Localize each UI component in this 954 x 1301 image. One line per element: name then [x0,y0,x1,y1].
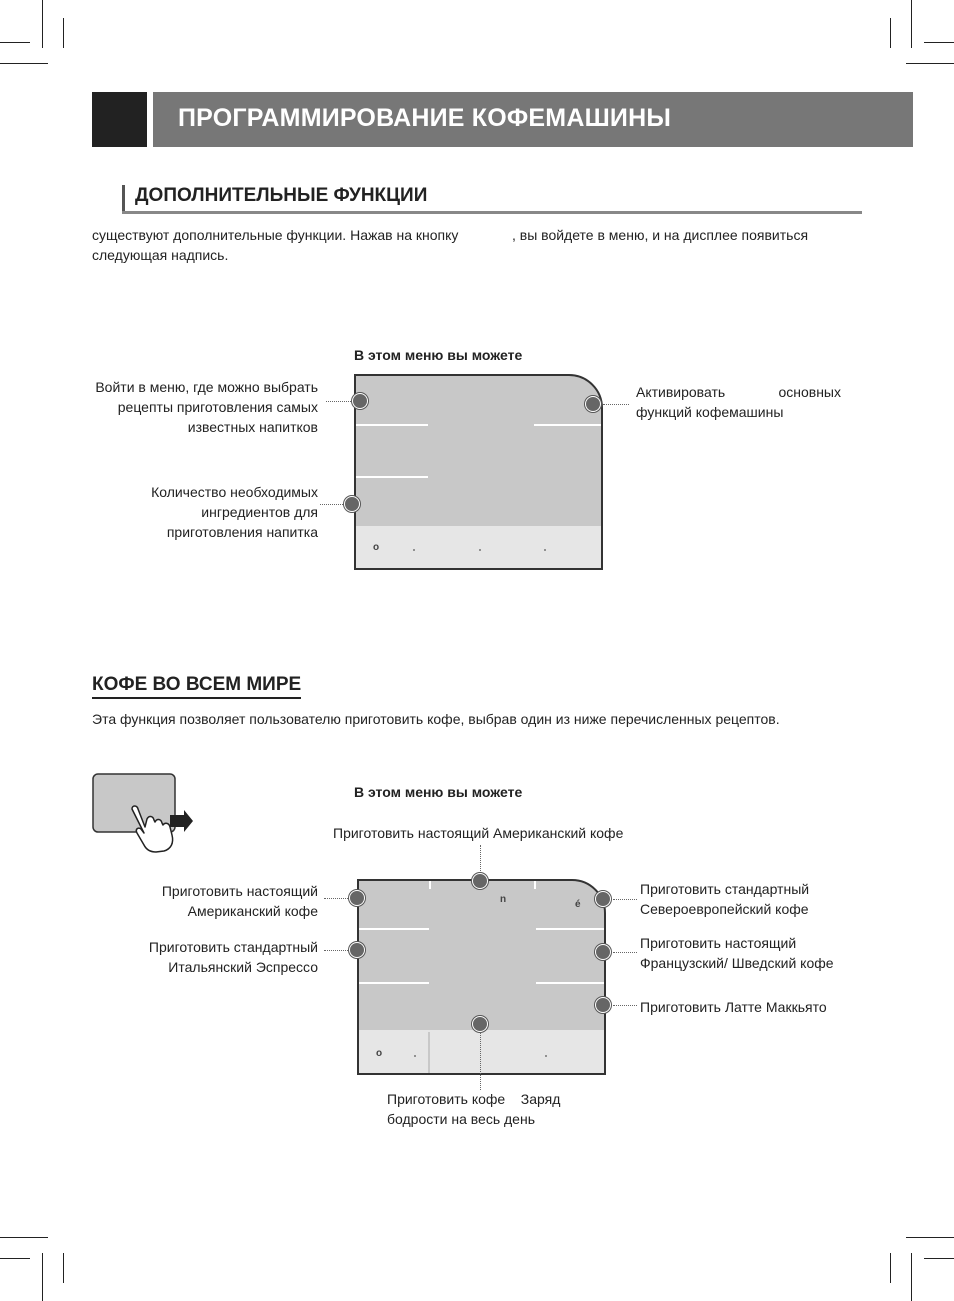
callout-marker [349,942,365,958]
display-speck [545,1055,547,1057]
callout-right-nordic [640,879,809,919]
callout-line: ингредиентов для [201,504,318,520]
callout-line: Североевропейский кофе [640,901,809,917]
header-page-block [92,92,147,147]
callout-bottom-energy [387,1089,560,1129]
leader-line [480,1032,481,1090]
display-divider [536,928,606,930]
page-title: ПРОГРАММИРОВАНИЕ КОФЕМАШИНЫ [178,104,671,132]
callout-marker [595,944,611,960]
display-speck [479,549,481,551]
callout-recipes [60,377,318,437]
callout-line: приготовления напитка [166,524,318,540]
callout-line: функций кофемашины [636,404,784,420]
display-divider [356,424,428,426]
intro-text-right: , вы войдете в меню, и на дисплее появиться [512,227,809,243]
crop-mark [42,1253,43,1301]
callout-line: Приготовить стандартный [148,939,318,955]
callout-right-french [640,933,834,973]
display-divider [534,881,536,889]
crop-mark [0,1237,48,1238]
crop-mark [63,1253,64,1283]
callout-left-espresso [60,937,318,977]
display-mark-o: o [376,1048,383,1059]
crop-mark [924,1258,954,1259]
display-screen [354,374,603,570]
crop-mark [42,0,43,48]
callout-marker [472,1016,488,1032]
callout-activate [636,382,841,422]
callout-marker [595,997,611,1013]
callout-marker [472,873,488,889]
leader-line [320,504,345,505]
display-divider [356,476,428,478]
callout-marker [595,891,611,907]
callout-marker [344,496,360,512]
leader-line [324,898,350,899]
callout-line: Итальянский Эспрессо [168,959,318,975]
callout-line: Приготовить настоящий [161,883,318,899]
display-status-bar [356,526,601,568]
display-speck [414,1055,416,1057]
display-mark-e: é [575,899,581,910]
crop-mark [911,0,912,48]
crop-mark [63,18,64,48]
section-title: ДОПОЛНИТЕЛЬНЫЕ ФУНКЦИИ [135,185,428,206]
callout-line: Приготовить стандартный [640,881,810,897]
crop-mark [0,42,30,43]
display-divider [359,982,429,984]
crop-mark [890,18,891,48]
touch-button-icon [92,773,200,853]
leader-line [613,952,637,953]
display-divider [428,1032,430,1075]
leader-line [603,404,629,405]
display-divider [359,928,429,930]
callout-left-americano [60,881,318,921]
leader-line [613,899,637,900]
callout-line: известных напитков [187,419,318,435]
leader-line [326,401,353,402]
crop-mark [0,63,48,64]
display-divider [429,881,431,889]
callout-line: Американский кофе [187,903,318,919]
leader-line [324,950,350,951]
section-description: Эта функция позволяет пользователю приготовить кофе, выбрав один из ниже перечисленных рецептов. [92,711,780,727]
crop-mark [890,1253,891,1283]
callout-ingredients [60,482,318,542]
crop-mark [924,42,954,43]
callout-line: Приготовить настоящий [640,935,797,951]
crop-mark [0,1258,30,1259]
callout-line: Активировать основных [636,384,841,400]
crop-mark [906,1237,954,1238]
intro-text-left: существуют дополнительные функции. Нажав на кнопку [92,227,459,243]
callout-line: бодрости на весь день [387,1111,535,1127]
callout-top-americano: Приготовить настоящий Американский кофе [333,825,624,841]
callout-line: рецепты приготовления самых [117,399,318,415]
display-status-bar [359,1030,604,1073]
section-underline [122,211,862,214]
display-divider [534,424,603,426]
callout-line: Французский/ Шведский кофе [640,955,834,971]
display-mark-o: o [373,542,380,553]
section-title: КОФЕ ВО ВСЕМ МИРЕ [92,674,301,699]
callout-marker [585,396,601,412]
leader-line [613,1005,637,1006]
callout-line: Войти в меню, где можно выбрать [95,379,318,395]
display-screen [357,879,606,1075]
menu-caption: В этом меню вы можете [354,784,523,800]
callout-right-latte: Приготовить Латте Маккьято [640,999,827,1015]
leader-line [480,845,481,873]
display-speck [544,549,546,551]
callout-marker [352,393,368,409]
intro-text-line2: следующая надпись. [92,247,229,263]
menu-caption: В этом меню вы можете [354,347,523,363]
callout-line: Приготовить кофе Заряд [387,1091,561,1107]
display-speck [413,549,415,551]
crop-mark [911,1253,912,1301]
display-mark-n: n [500,894,507,905]
crop-mark [906,63,954,64]
callout-line: Количество необходимых [151,484,318,500]
callout-marker [349,890,365,906]
section-accent-bar [122,185,125,213]
display-divider [536,982,606,984]
